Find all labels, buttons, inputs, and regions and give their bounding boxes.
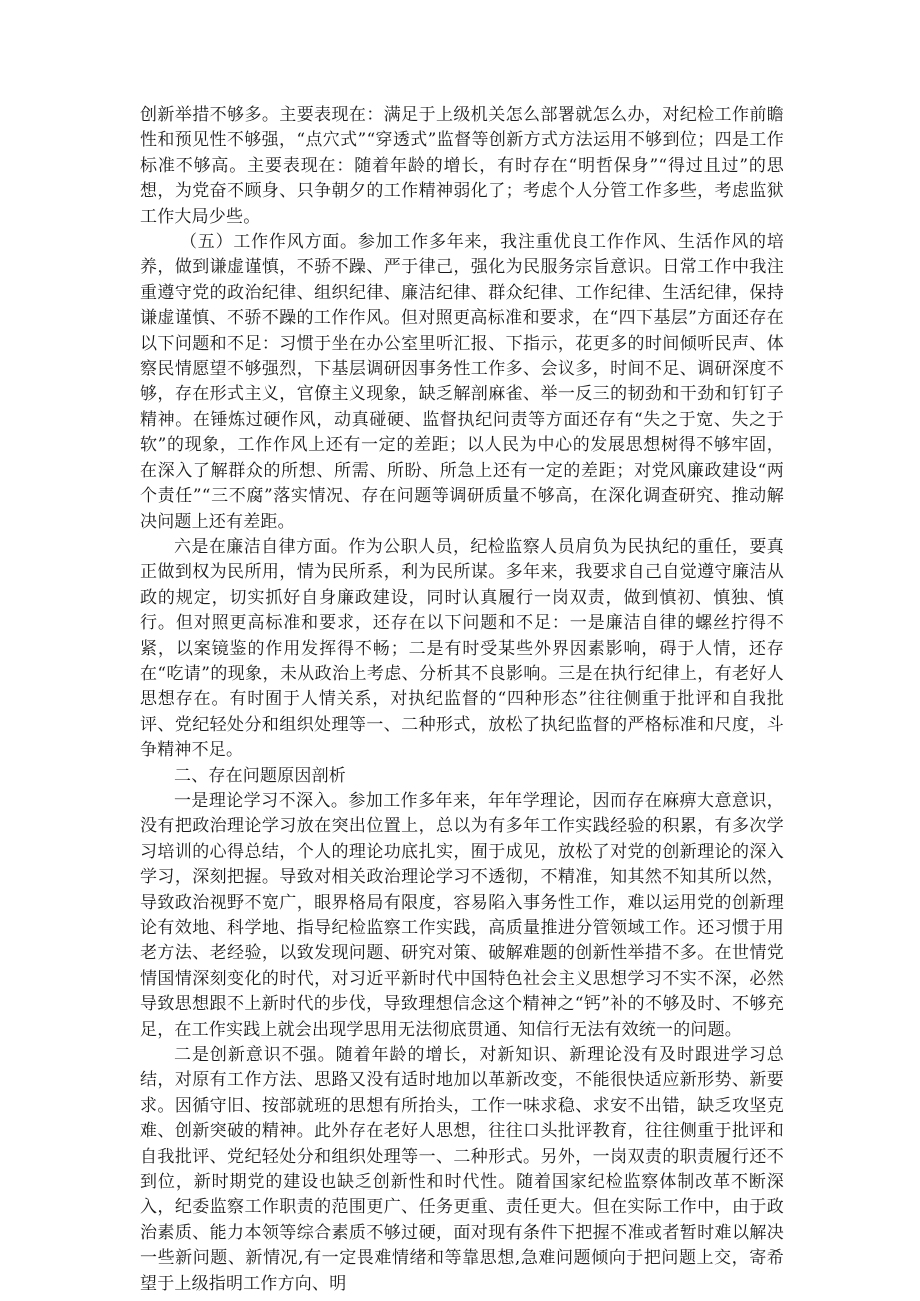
paragraph-continuation: 创新举措不够多。主要表现在：满足于上级机关怎么部署就怎么办，对纪检工作前瞻性和预见性不够强，“点穴式”“穿透式”监督等创新方式方法运用不够到位；四是工作标准不够高。主要表现在：随着年龄的增长，有时存在“明哲保身”“得过且过”的思想，为党奋不顾身、只争朝夕的工作精神弱化了；考虑个人分管工作多些，考虑监狱工作大局少些。	[140, 105, 784, 227]
paragraph-innovation: 二是创新意识不强。随着年龄的增长，对新知识、新理论没有及时跟进学习总结，对原有工作方法、思路又没有适时地加以革新改变，不能很快适应新形势、新要求。因循守旧、按部就班的思想有所抬头，工作一味求稳、求安不出错，缺乏攻坚克难、创新突破的精神。此外存在老好人思想，往往口头批评教育，往往侧重于批评和自我批评、党纪轻处分和组织处理等一、二种形式。另外，一岗双责的职责履行还不到位，新时期党的建设也缺乏创新性和时代性。随着国家纪检监察体制改革不断深入，纪委监察工作职责的范围更广、任务更重、责任更大。但在实际工作中，由于政治素质、能力本领等综合素质不够过硬，面对现有条件下把握不准或者暂时难以解决一些新问题、新情况,有一定畏难情绪和等靠思想,急难问题倾向于把问题上交，寄希望于上级指明工作方向、明	[140, 1045, 784, 1294]
document-page	[140, 103, 784, 1297]
paragraph-theory-study: 一是理论学习不深入。参加工作多年来，年年学理论，因而存在麻痹大意意识，没有把政治理论学习放在突出位置上，总以为有多年工作实践经验的积累，有多次学习培训的心得总结，个人的理论功底扎实，囿于成见，放松了对党的创新理论的深入学习，深刻把握。导致对相关政治理论学习不透彻，不精准，知其然不知其所以然，导致政治视野不宽广，眼界格局有限度，容易陷入事务性工作，难以运用党的创新理论有效地、科学地、指导纪检监察工作实践，高质量推进分管领域工作。还习惯于用老方法、老经验，以致发现问题、研究对策、破解难题的创新性举措不多。在世情党情国情深刻变化的时代，对习近平新时代中国特色社会主义思想学习不实不深，必然导致思想跟不上新时代的步伐，导致理想信念这个精神之“钙”补的不够及时、不够充足，在工作实践上就会出现学思用无法彻底贯通、知信行无法有效统一的问题。	[140, 790, 784, 1040]
section-heading-cause-analysis: 二、存在问题原因剖析	[174, 765, 346, 786]
paragraph-work-style: （五）工作作风方面。参加工作多年来，我注重优良工作作风、生活作风的培养，做到谦虚谨慎，不骄不躁、严于律己，强化为民服务宗旨意识。日常工作中我注重遵守党的政治纪律、组织纪律、廉洁纪律、群众纪律、工作纪律、生活纪律，保持谦虚谨慎、不骄不躁的工作作风。但对照更高标准和要求，在“四下基层”方面还存在以下问题和不足：习惯于坐在办公室里听汇报、下指示，花更多的时间倾听民声、体察民情愿望不够强烈，下基层调研因事务性工作多、会议多，时间不足、调研深度不够，存在形式主义，官僚主义现象，缺乏解剖麻雀、举一反三的韧劲和干劲和钉钉子精神。在锤炼过硬作风，动真碰硬、监督执纪问责等方面还存有“失之于宽、失之于软”的现象，工作作风上还有一定的差距；以人民为中心的发展思想树得不够牢固，在深入了解群众的所想、所需、所盼、所急上还有一定的差距；对党风廉政建设“两个责任”“三不腐”落实情况、存在问题等调研质量不够高，在深化调查研究、推动解决问题上还有差距。	[140, 232, 784, 532]
paragraph-integrity: 六是在廉洁自律方面。作为公职人员，纪检监察人员肩负为民执纪的重任，要真正做到权为民所用，情为民所系，利为民所谋。多年来，我要求自己自觉遵守廉洁从政的规定，切实抓好自身廉政建设，同时认真履行一岗双责，做到慎初、慎独、慎行。但对照更高标准和要求，还存在以下问题和不足：一是廉洁自律的螺丝拧得不紧，以案镜鉴的作用发挥得不畅；二是有时受某些外界因素影响，碍于人情，还存在“吃请”的现象，未从政治上考虑、分析其不良影响。三是在执行纪律上，有老好人思想存在。有时囿于人情关系，对执纪监督的“四种形态”往往侧重于批评和自我批评、党纪轻处分和组织处理等一、二种形式，放松了执纪监督的严格标准和尺度，斗争精神不足。	[140, 536, 784, 761]
